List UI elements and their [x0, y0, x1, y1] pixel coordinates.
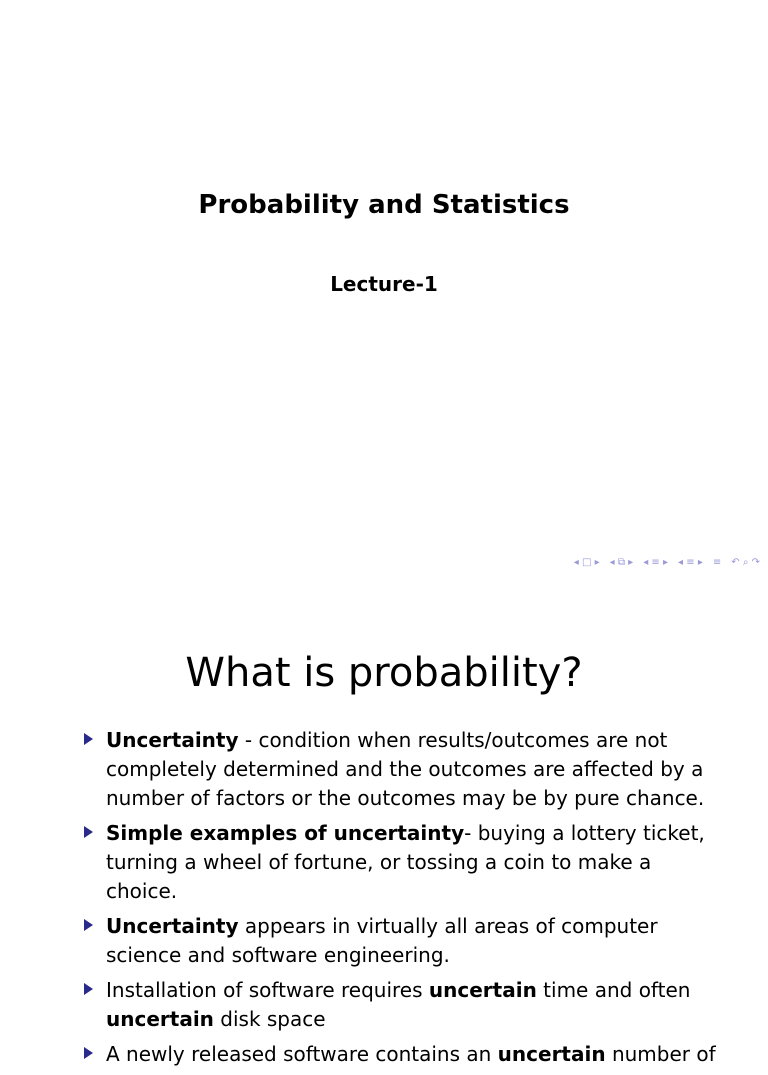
search-nav [731, 556, 760, 570]
triangle-bullet-icon [84, 1047, 93, 1059]
triangle-bullet-icon [84, 826, 93, 838]
triangle-bullet-icon [84, 733, 93, 745]
item-text: time and often [536, 978, 691, 1002]
item-text: - condition when results/outcomes are not completely determined and the outcomes are affected by a number of factors or the outcomes may be by pure chance. [106, 728, 705, 810]
bold-term: Simple examples of uncertainty [106, 821, 465, 845]
frame-title: What is probability? [185, 650, 583, 696]
list-item [84, 1040, 724, 1069]
presentation-title: Probability and Statistics [198, 190, 570, 220]
bold-term: uncertain [497, 1042, 606, 1066]
triangle-bullet-icon [84, 919, 93, 931]
redo-icon[interactable]: ↷ [751, 557, 760, 568]
frame-icon[interactable]: □ [581, 557, 592, 568]
bold-term: Uncertainty [106, 914, 239, 938]
bold-term: Uncertainty [106, 728, 239, 752]
section-nav [643, 556, 668, 570]
document-nav [713, 556, 721, 570]
list-item [84, 726, 724, 813]
list-item [84, 976, 724, 1034]
undo-icon[interactable]: ↶ [731, 557, 740, 568]
part-nav [678, 556, 703, 570]
next-subsection-icon[interactable]: ▸ [628, 557, 634, 568]
section-icon[interactable]: ≡ [651, 557, 660, 568]
item-text: appears in virtually all areas of computer science and software engineering. [106, 914, 658, 967]
next-section-icon[interactable]: ▸ [662, 557, 669, 568]
lecture-subtitle: Lecture-1 [330, 272, 438, 296]
next-part-icon[interactable]: ▸ [697, 557, 703, 568]
item-text: disk space [213, 1007, 326, 1031]
bold-term: uncertain [106, 1007, 214, 1031]
triangle-bullet-icon [84, 983, 93, 995]
item-text: number of [605, 1042, 716, 1066]
beamer-navigation-bar [574, 556, 760, 570]
document-icon[interactable]: ≡ [712, 557, 722, 568]
bold-term: uncertain [428, 978, 537, 1002]
prev-part-icon[interactable]: ◂ [678, 557, 684, 568]
item-text: Installation of software requires [106, 978, 429, 1002]
prev-subsection-icon[interactable]: ◂ [609, 557, 615, 568]
list-item [84, 912, 724, 970]
search-icon[interactable]: ⌕ [742, 557, 749, 568]
prev-section-icon[interactable]: ◂ [643, 557, 649, 568]
subsection-nav [610, 556, 634, 570]
frame-nav [574, 556, 600, 570]
bullet-list [84, 726, 724, 1075]
subsection-icon[interactable]: ⧉ [617, 557, 625, 568]
part-icon[interactable]: ≡ [686, 557, 695, 568]
item-text: A newly released software contains an [106, 1042, 498, 1066]
list-item [84, 819, 724, 906]
item-text: - buying a lottery ticket, turning a wheel of fortune, or tossing a coin to make a choice. [106, 821, 705, 903]
next-frame-icon[interactable]: ▸ [594, 557, 600, 568]
content-slide [0, 592, 768, 1066]
prev-frame-icon[interactable]: ◂ [573, 557, 579, 568]
